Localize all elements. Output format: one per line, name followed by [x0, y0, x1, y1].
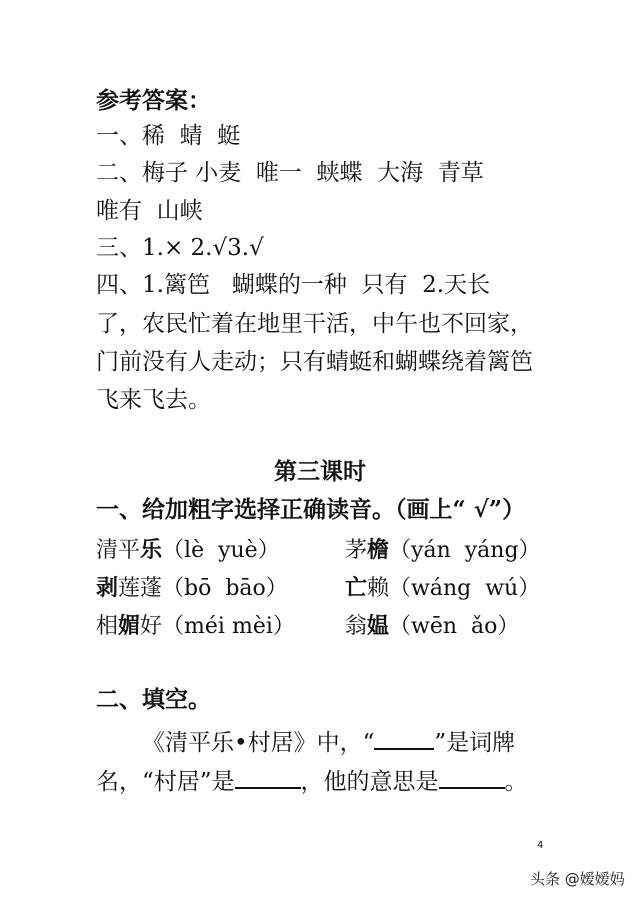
answer-heading: 参考答案：: [96, 87, 211, 114]
fill-line-1: 《清平乐•村居》中，“ ”是词牌: [142, 726, 515, 758]
blank-1[interactable]: [374, 726, 434, 750]
question-2-heading: 二、填空。: [96, 686, 211, 713]
answer-line-3: 唯有 山峡: [96, 198, 203, 224]
pinyin-row-1-right: 茅檐（yán yáng）: [345, 537, 541, 563]
answer-line-5: 四、1.篱笆 蝴蝶的一种 只有 2.天长: [96, 272, 491, 298]
pinyin-row-2-right: 亡赖（wáng wú）: [345, 575, 541, 601]
answer-line-8: 飞来飞去。: [96, 387, 211, 413]
blank-3[interactable]: [439, 765, 505, 789]
answer-line-1: 一、稀 蜻 蜓: [96, 123, 241, 149]
pinyin-row-1-left: 清平乐（lè yuè）: [96, 537, 280, 563]
pinyin-row-3-right: 翁媪（wēn ǎo）: [345, 613, 520, 639]
page-number: 4: [537, 840, 544, 851]
question-1-heading: 一、给加粗字选择正确读音。（画上“ √”）: [96, 496, 526, 523]
pinyin-row-3-left: 相媚好（méi mèi）: [96, 613, 295, 639]
lesson-title: 第三课时: [274, 458, 366, 485]
watermark-text: 头条 @嫒嫒妈: [530, 870, 625, 888]
answer-line-4: 三、1.× 2.√3.√: [96, 235, 264, 261]
pinyin-row-2-left: 剥莲蓬（bō bāo）: [96, 575, 288, 601]
answer-line-6: 了，农民忙着在地里干活，中午也不回家，: [96, 311, 533, 337]
fill-line-2: 名，“村居”是 ，他的意思是 。: [96, 765, 528, 797]
blank-2[interactable]: [235, 765, 301, 789]
answer-line-2: 二、梅子 小麦 唯一 蛱蝶 大海 青草: [96, 160, 484, 186]
answer-line-7: 门前没有人走动；只有蜻蜓和蝴蝶绕着篱笆: [96, 349, 533, 375]
